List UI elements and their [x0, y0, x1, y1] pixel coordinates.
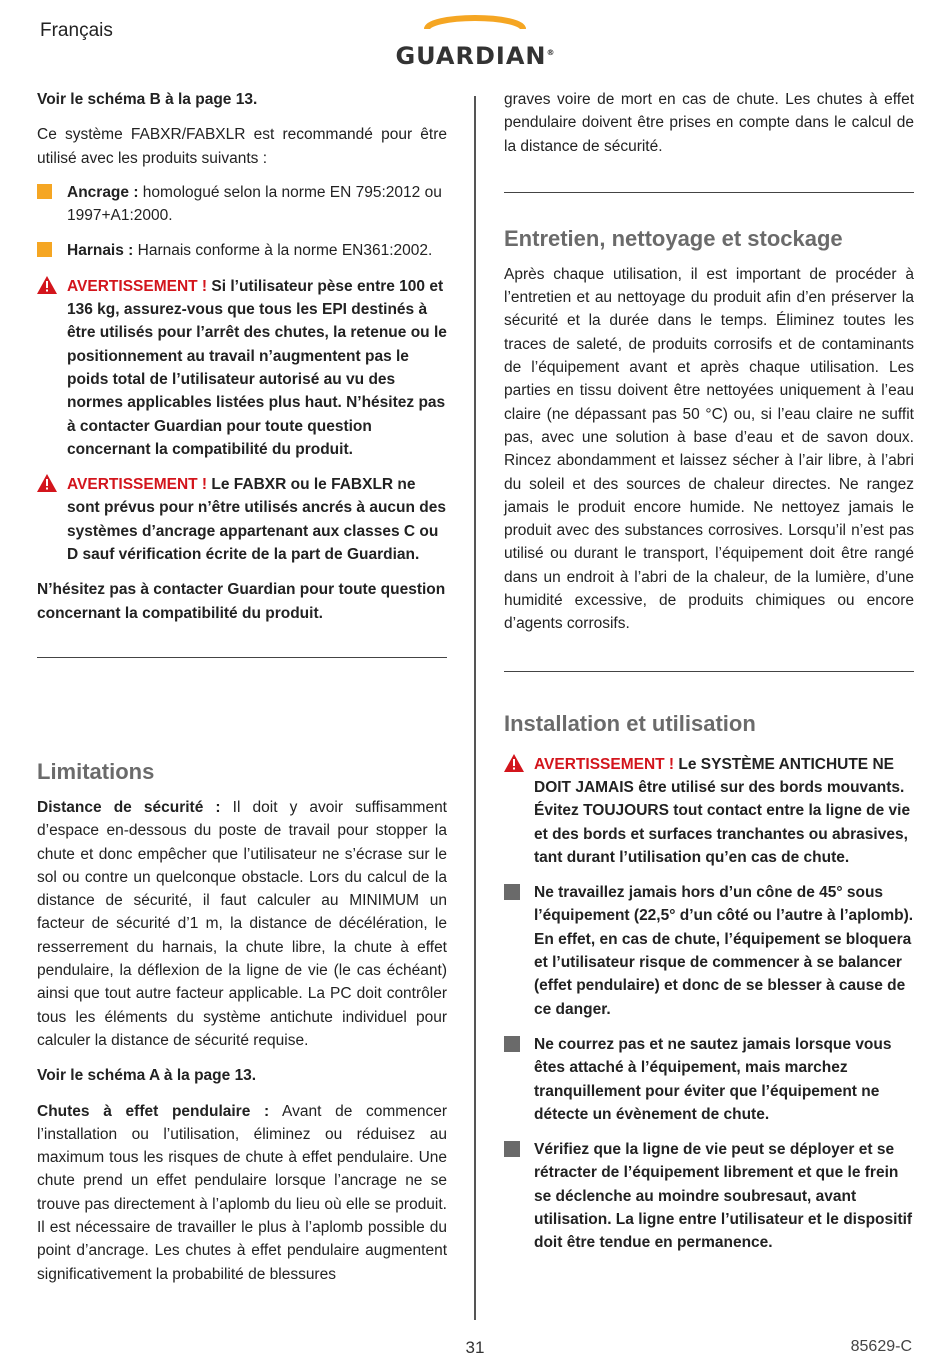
language-label: Français	[40, 20, 113, 41]
bullet-no-running: Ne courrez pas et ne sautez jamais lorsque vous êtes attaché à l’équipement, mais marchez tranquillement pour éviter que l’équipement ne détecte un évènement de chute.	[504, 1033, 914, 1126]
warning-triangle-icon	[504, 754, 524, 772]
swing-fall-continuation: graves voire de mort en cas de chute. Les chutes à effet pendulaire doivent être prises en compte dans le calcul de la distance de sécurité.	[504, 91, 914, 155]
orange-square-bullet-icon	[37, 242, 52, 257]
warning-anchor-class: AVERTISSEMENT ! Le FABXR ou le FABXLR ne sont prévus pour n’être utilisés ancrés à aucun des systèmes d’ancrage appartenant aux classes C ou D sauf vérification écrite de la part de Guardian.	[37, 473, 447, 566]
limitations-heading: Limitations	[37, 758, 155, 784]
column-divider	[474, 96, 476, 1320]
see-diagram-b: Voir le schéma B à la page 13.	[37, 91, 258, 108]
guardian-logo	[383, 14, 568, 70]
see-diagram-a: Voir le schéma A à la page 13.	[37, 1067, 257, 1085]
bullet-anchorage: Ancrage : homologué selon la norme EN 795:2012 ou 1997+A1:2000.	[37, 181, 447, 228]
orange-square-bullet-icon	[37, 184, 52, 199]
warning-moving-edges: AVERTISSEMENT ! Le SYSTÈME ANTICHUTE NE DOIT JAMAIS être utilisé sur des bords mouvants. Évitez TOUJOURS tout contact entre la ligne de vie et des bords et surfaces tranchantes ou abrasives, tant durant l’utilisation qu’en cas de chute.	[504, 753, 914, 869]
safety-distance-paragraph: Distance de sécurité : Il doit y avoir suffisamment d’espace en-dessous du poste de travail pour stopper la chute et donc empêcher que l’utilisateur ne s’écrase sur le sol ou contre un quelconque obstacle. Lors du calcul de la distance de sécurité, il faut calculer au MINIMUM un facteur de sécurité d’1 m, la distance de décélération, le resserrement du harnais, la chute libre, la chute à effet pendulaire, la déflexion de la ligne de vie (le cas échéant) ainsi que tout autre facteur applicable. La PC doit contrôler tous les éléments du système antichute individuel pour calculer la distance de sécurité requise.	[37, 798, 447, 1049]
left-column	[37, 88, 447, 1286]
warning-triangle-icon	[37, 474, 57, 492]
right-column	[504, 88, 914, 1255]
intro-paragraph: Ce système FABXR/FABXLR est recommandé pour être utilisé avec les produits suivants :	[37, 126, 447, 167]
logo-wordmark: GUARDIAN®	[395, 42, 556, 70]
maintenance-heading: Entretien, nettoyage et stockage	[504, 225, 843, 251]
document-code: 85629-C	[850, 1338, 912, 1355]
gray-square-bullet-icon	[504, 1141, 520, 1157]
page-number: 31	[465, 1338, 485, 1357]
bullet-harness: Harnais : Harnais conforme à la norme EN361:2002.	[37, 239, 447, 262]
maintenance-paragraph: Après chaque utilisation, il est important de procéder à l’entretien et au nettoyage du produit afin d’en préserver la sécurité et la durée dans le temps. Éliminez toutes les traces de saleté, de produits corrosifs et de contaminants de l’équipement avant et après chaque utilisation. Les parties en tissu doivent être nettoyées uniquement à l’eau claire (ne dépassant pas 50 °C) ou, si l’eau claire ne suffit pas, avec une solution à base d’eau et de savon doux. Rincez abondamment et laissez sécher à l’air libre, à l’abri du soleil et des sources de chaleur directes. Ne rangez jamais le produit encore humide. Ne nettoyez jamais le produit avec des substances corrosives. Lorsqu’il n’est pas utilisé ou durant le transport, l’équipement doit être rangé dans un endroit à l’abri de la chaleur, de la lumière, d’une humidité excessive, de produits chimiques ou encore d’agents corrosifs.	[504, 265, 914, 633]
section-divider	[504, 192, 914, 193]
warning-weight: AVERTISSEMENT ! Si l’utilisateur pèse entre 100 et 136 kg, assurez-vous que tous les EPI destinés à être utilisés pour l’arrêt des chutes, la retenue ou le positionnement au travail n’augmentent pas le poids total de l’utilisateur autorisé au vu des normes applicables listées plus haut. N’hésitez pas à contacter Guardian pour toute question concernant la compatibilité du produit.	[37, 275, 447, 461]
swing-fall-paragraph: Chutes à effet pendulaire : Avant de commencer l’installation ou l’utilisation, éliminez ou réduisez au maximum tous les risques de chute à effet pendulaire. Une chute prend un effet pendulaire lorsque l’ancrage ne se trouve pas directement à l’aplomb du lieu où elle se produit. Il est nécessaire de travailler le plus à l’aplomb possible du point d’ancrage. Les chutes à effet pendulaire augmentent significativement la probabilité de blessures	[37, 1102, 447, 1283]
bullet-check-lifeline: Vérifiez que la ligne de vie peut se déployer et se rétracter de l’équipement librement et que le frein se déclenche au moindre soubresaut, avant utilisation. La ligne entre l’utilisateur et le dispositif doit être tendue en permanence.	[504, 1138, 914, 1254]
gray-square-bullet-icon	[504, 1036, 520, 1052]
gray-square-bullet-icon	[504, 884, 520, 900]
contact-note: N’hésitez pas à contacter Guardian pour toute question concernant la compatibilité du produit.	[37, 581, 446, 622]
installation-heading: Installation et utilisation	[504, 710, 756, 736]
bullet-cone: Ne travaillez jamais hors d’un cône de 45° sous l’équipement (22,5° d’un côté ou l’autre à l’aplomb). En effet, en cas de chute, l’équipement se bloquera et l’utilisateur risque de commencer à se balancer (effet pendulaire) et donc de se blesser à cause de ce danger.	[504, 881, 914, 1021]
warning-triangle-icon	[37, 276, 57, 294]
section-divider	[504, 671, 914, 672]
logo-swoosh-icon	[423, 14, 528, 44]
section-divider	[37, 657, 447, 658]
